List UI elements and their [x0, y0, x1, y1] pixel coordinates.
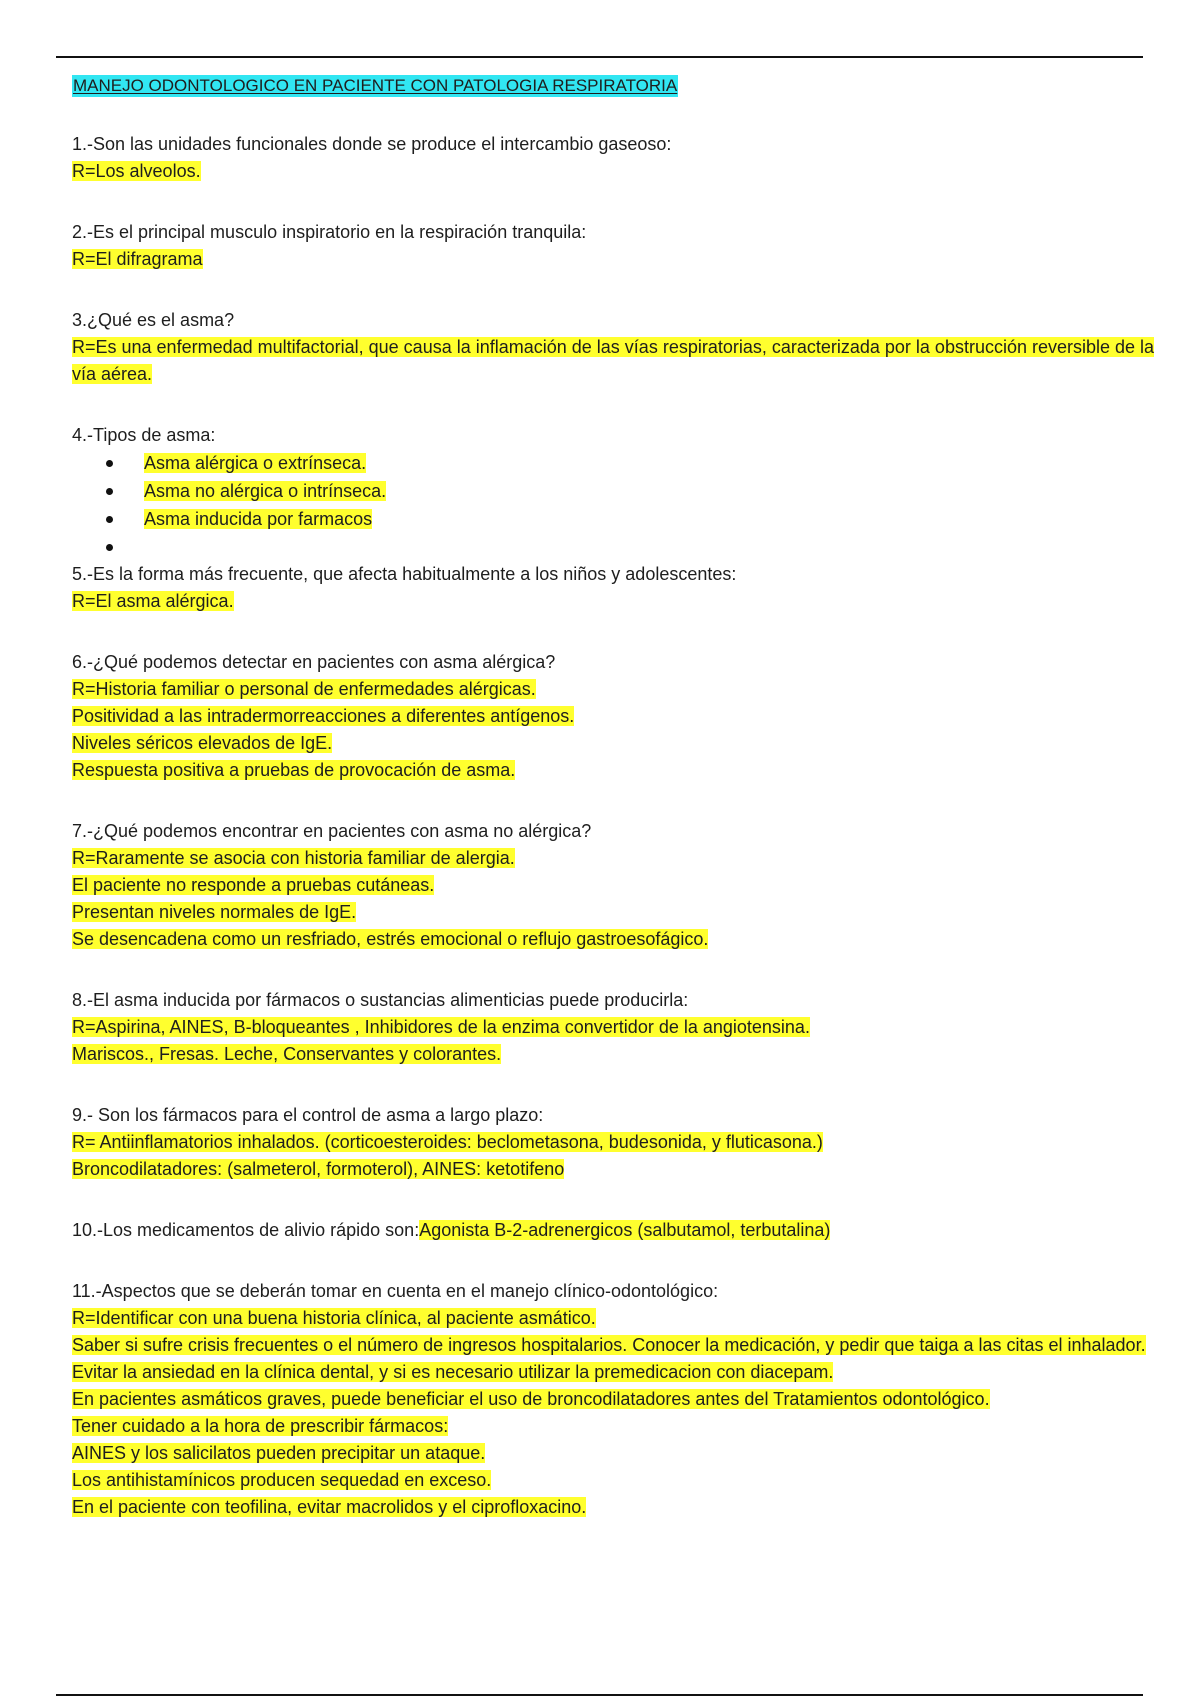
question-text: 5.-Es la forma más frecuente, que afecta habitualmente a los niños y adolescentes: — [72, 564, 737, 584]
answer-inline: Agonista B-2-adrenergicos (salbutamol, terbutalina) — [419, 1220, 831, 1240]
list-item: Asma alérgica o extrínseca. — [106, 449, 1162, 477]
answer-line: Evitar la ansiedad en la clínica dental, y si es necesario utilizar la premedicacion con diacepam. — [72, 1362, 834, 1382]
answer-line: En el paciente con teofilina, evitar macrolidos y el ciprofloxacino. — [72, 1497, 587, 1517]
question-text: 10.-Los medicamentos de alivio rápido son: — [72, 1220, 420, 1240]
question-text: 2.-Es el principal musculo inspiratorio en la respiración tranquila: — [72, 222, 587, 242]
question-3 — [72, 307, 1162, 388]
answer-line: Tener cuidado a la hora de prescribir fármacos: — [72, 1416, 449, 1436]
footer-rule — [56, 1694, 1143, 1696]
answer-line: R=El asma alérgica. — [72, 591, 234, 611]
answer-line: R=Identificar con una buena historia clínica, al paciente asmático. — [72, 1308, 596, 1328]
answer-line: R=Raramente se asocia con historia familiar de alergia. — [72, 848, 515, 868]
document-title: MANEJO ODONTOLOGICO EN PACIENTE CON PATOLOGIA RESPIRATORIA — [73, 76, 678, 95]
question-9 — [72, 1102, 1162, 1183]
answer-line: Broncodilatadores: (salmeterol, formoterol), AINES: ketotifeno — [72, 1159, 565, 1179]
question-text: 1.-Son las unidades funcionales donde se produce el intercambio gaseoso: — [72, 134, 672, 154]
bullet-icon — [106, 460, 113, 467]
question-8 — [72, 987, 1162, 1068]
answer-line: R=Los alveolos. — [72, 161, 201, 181]
bullet-icon — [106, 488, 113, 495]
answer-line: El paciente no responde a pruebas cutáneas. — [72, 875, 435, 895]
answer-line: AINES y los salicilatos pueden precipitar un ataque. — [72, 1443, 486, 1463]
question-5 — [72, 561, 1162, 615]
question-text: 4.-Tipos de asma: — [72, 425, 216, 445]
question-text: 8.-El asma inducida por fármacos o sustancias alimenticias puede producirla: — [72, 990, 689, 1010]
question-11 — [72, 1278, 1162, 1521]
question-text: 6.-¿Qué podemos detectar en pacientes con asma alérgica? — [72, 652, 556, 672]
answer-line: R=Es una enfermedad multifactorial, que causa la inflamación de las vías respiratorias, caracterizada por la obstrucción reversible de la vía aérea. — [72, 337, 1155, 384]
answer-line: Positividad a las intradermorreacciones a diferentes antígenos. — [72, 706, 575, 726]
answer-line: R=Aspirina, AINES, B-bloqueantes , Inhibidores de la enzima convertidor de la angiotensina. — [72, 1017, 810, 1037]
bullet-icon — [106, 516, 113, 523]
answer-line: R=El difragrama — [72, 249, 203, 269]
question-text: 7.-¿Qué podemos encontrar en pacientes con asma no alérgica? — [72, 821, 592, 841]
answer-line: Respuesta positiva a pruebas de provocación de asma. — [72, 760, 516, 780]
document-page — [72, 72, 1162, 1521]
header-rule — [56, 56, 1143, 58]
bullet-icon — [106, 544, 113, 551]
question-7 — [72, 818, 1162, 953]
question-text: 9.- Son los fármacos para el control de asma a largo plazo: — [72, 1105, 544, 1125]
question-2 — [72, 219, 1162, 273]
answer-line: R=Historia familiar o personal de enfermedades alérgicas. — [72, 679, 536, 699]
answer-line: Los antihistamínicos producen sequedad en exceso. — [72, 1470, 492, 1490]
answer-line: R= Antiinflamatorios inhalados. (corticoesteroides: beclometasona, budesonida, y fluticasona.) — [72, 1132, 823, 1152]
question-6 — [72, 649, 1162, 784]
answer-line: Presentan niveles normales de IgE. — [72, 902, 357, 922]
answer-line: Saber si sufre crisis frecuentes o el número de ingresos hospitalarios. Conocer la medicación, y pedir que taiga a las citas el inhalador. — [72, 1335, 1146, 1355]
question-4 — [72, 422, 1162, 561]
list-item: Asma no alérgica o intrínseca. — [106, 477, 1162, 505]
answer-line: Se desencadena como un resfriado, estrés emocional o reflujo gastroesofágico. — [72, 929, 709, 949]
asthma-types-list — [72, 449, 1162, 561]
answer-line: Mariscos., Fresas. Leche, Conservantes y colorantes. — [72, 1044, 502, 1064]
question-text: 11.-Aspectos que se deberán tomar en cuenta en el manejo clínico-odontológico: — [72, 1281, 719, 1301]
list-item — [106, 533, 1162, 561]
question-text: 3.¿Qué es el asma? — [72, 310, 235, 330]
question-1 — [72, 131, 1162, 185]
list-item: Asma inducida por farmacos — [106, 505, 1162, 533]
question-10 — [72, 1217, 1162, 1244]
answer-line: En pacientes asmáticos graves, puede beneficiar el uso de broncodilatadores antes del Tratamientos odontológico. — [72, 1389, 990, 1409]
answer-line: Niveles séricos elevados de IgE. — [72, 733, 333, 753]
